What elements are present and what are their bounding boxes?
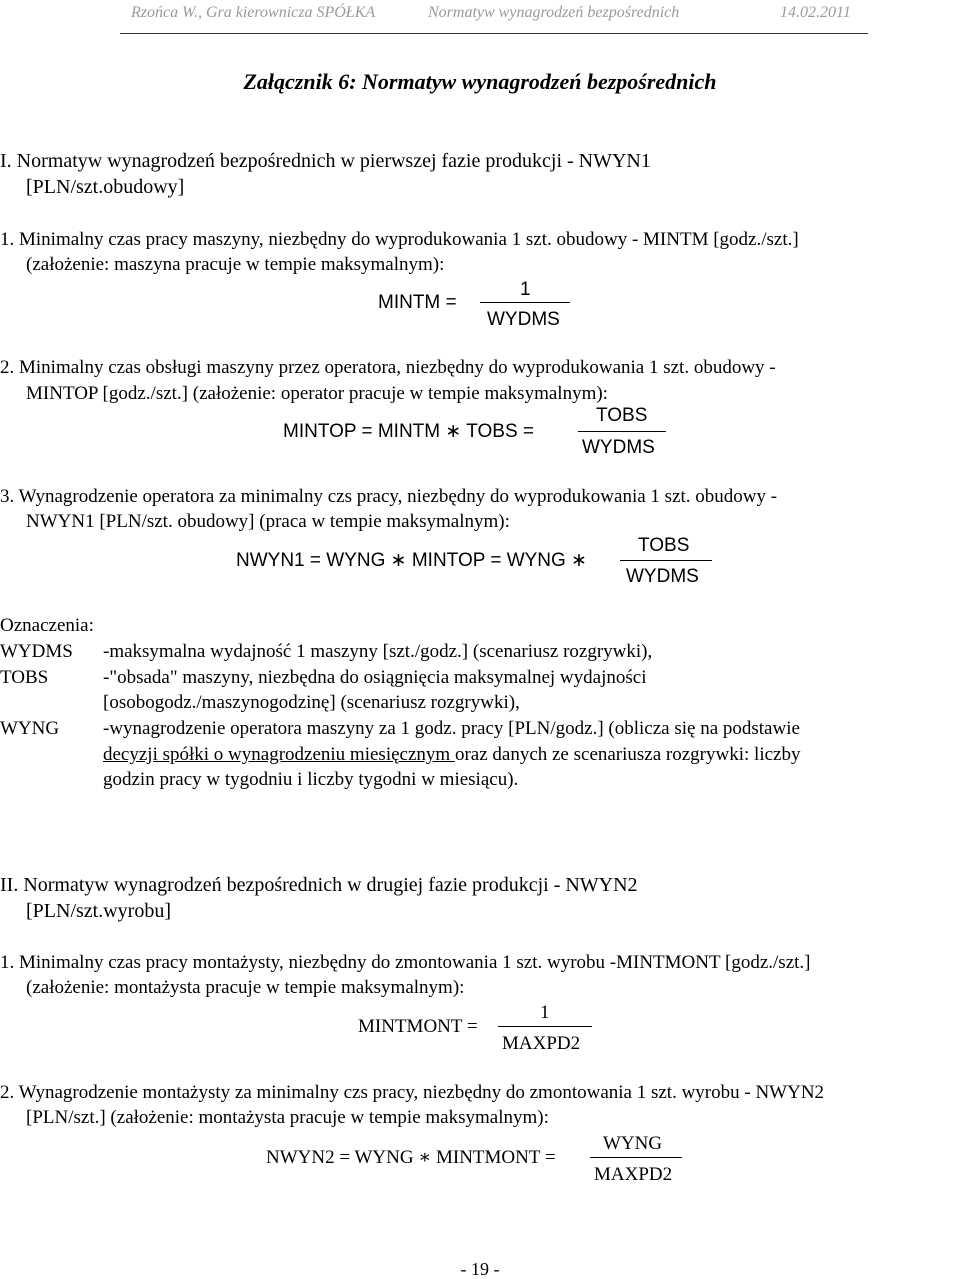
page-number: - 19 - — [460, 1259, 500, 1279]
section1-heading-unit: [PLN/szt.obudowy] — [26, 176, 185, 198]
header-title: Normatyw wynagrodzeń bezpośrednich — [428, 4, 680, 21]
page-title: Załącznik 6: Normatyw wynagrodzeń bezpośrednich — [243, 69, 717, 94]
section1-heading: I. Normatyw wynagrodzeń bezpośrednich w pierwszej fazie produkcji - NWYN1 — [0, 150, 651, 172]
notation-def-wydms: -maksymalna wydajność 1 maszyny [szt./godz.] (scenariusz rozgrywki), — [103, 641, 653, 662]
formula5-lhs: NWYN2 = WYNG ∗ MINTMONT = — [266, 1147, 556, 1168]
formula4-lhs: MINTMONT = — [358, 1016, 478, 1037]
formula1-lhs: MINTM = — [378, 292, 457, 313]
formula2-denominator: WYDMS — [582, 437, 655, 458]
notation-def-wyng-line2 — [103, 743, 800, 767]
formula5-fraction-bar — [590, 1157, 682, 1158]
notation-def-wyng-line3: godzin pracy w tygodniu i liczby tygodni w miesiącu). — [103, 769, 519, 790]
s1-item1-line2: (założenie: maszyna pracuje w tempie maksymalnym): — [26, 254, 445, 275]
notation-def-wyng-underlined: decyzji spółki o wynagrodzeniu miesięcznym — [103, 744, 455, 765]
formula5-numerator: WYNG — [603, 1133, 663, 1154]
formula1-numerator: 1 — [520, 279, 531, 300]
notation-term-wydms: WYDMS — [0, 641, 73, 662]
s2-item2-line2: [PLN/szt.] (założenie: montażysta pracuje w tempie maksymalnym): — [26, 1107, 549, 1128]
section2-heading: II. Normatyw wynagrodzeń bezpośrednich w drugiej fazie produkcji - NWYN2 — [0, 874, 638, 896]
s2-item1-line2: (założenie: montażysta pracuje w tempie maksymalnym): — [26, 977, 465, 998]
s1-item2-line2: MINTOP [godz./szt.] (założenie: operator pracuje w tempie maksymalnym): — [26, 383, 608, 404]
formula2-fraction-bar — [578, 431, 666, 432]
s2-item2-line1: 2. Wynagrodzenie montażysty za minimalny czs pracy, niezbędny do zmontowania 1 szt. wyrobu - NWYN2 — [0, 1082, 825, 1103]
formula2-lhs: MINTOP = MINTM ∗ TOBS = — [283, 421, 535, 442]
formula5-denominator: MAXPD2 — [594, 1164, 673, 1185]
notation-term-wyng: WYNG — [0, 718, 60, 739]
s1-item3-line2: NWYN1 [PLN/szt. obudowy] (praca w tempie maksymalnym): — [26, 511, 510, 532]
section2-heading-unit: [PLN/szt.wyrobu] — [26, 900, 171, 922]
notation-def-tobs-line2: [osobogodz./maszynogodzinę] (scenariusz rozgrywki), — [103, 692, 520, 713]
notation-term-tobs: TOBS — [0, 667, 49, 688]
s2-item1-line1: 1. Minimalny czas pracy montażysty, niezbędny do zmontowania 1 szt. wyrobu -MINTMONT [godz./szt.] — [0, 952, 811, 973]
formula3-denominator: WYDMS — [626, 566, 699, 587]
formula3-numerator: TOBS — [638, 535, 690, 556]
formula3-fraction-bar — [620, 560, 712, 561]
notation-def-wyng-line1: -wynagrodzenie operatora maszyny za 1 godz. pracy [PLN/godz.] (oblicza się na podstawie — [103, 718, 800, 739]
formula3-lhs: NWYN1 = WYNG ∗ MINTOP = WYNG ∗ — [236, 550, 588, 571]
formula4-numerator: 1 — [540, 1002, 550, 1023]
s1-item3-line1: 3. Wynagrodzenie operatora za minimalny czs pracy, niezbędny do wyprodukowania 1 szt. obudowy - — [0, 486, 778, 507]
notation-def-tobs-line1: -"obsada" maszyny, niezbędna do osiągnięcia maksymalnej wydajności — [103, 667, 647, 688]
header-rule — [120, 33, 868, 34]
notation-def-wyng-line2-rest: oraz danych ze scenariusza rozgrywki: liczby — [454, 744, 801, 765]
notation-heading: Oznaczenia: — [0, 615, 94, 636]
formula4-denominator: MAXPD2 — [502, 1033, 581, 1054]
formula4-fraction-bar — [498, 1026, 592, 1027]
header-date: 14.02.2011 — [780, 4, 851, 21]
s1-item1-line1: 1. Minimalny czas pracy maszyny, niezbędny do wyprodukowania 1 szt. obudowy - MINTM [godz./szt.] — [0, 229, 799, 250]
formula1-denominator: WYDMS — [487, 309, 560, 330]
s1-item2-line1: 2. Minimalny czas obsługi maszyny przez operatora, niezbędny do wyprodukowania 1 szt. obudowy - — [0, 357, 776, 378]
header-author: Rzońca W., Gra kierownicza SPÓŁKA — [131, 4, 376, 21]
formula1-fraction-bar — [480, 302, 570, 303]
formula2-numerator: TOBS — [596, 405, 648, 426]
